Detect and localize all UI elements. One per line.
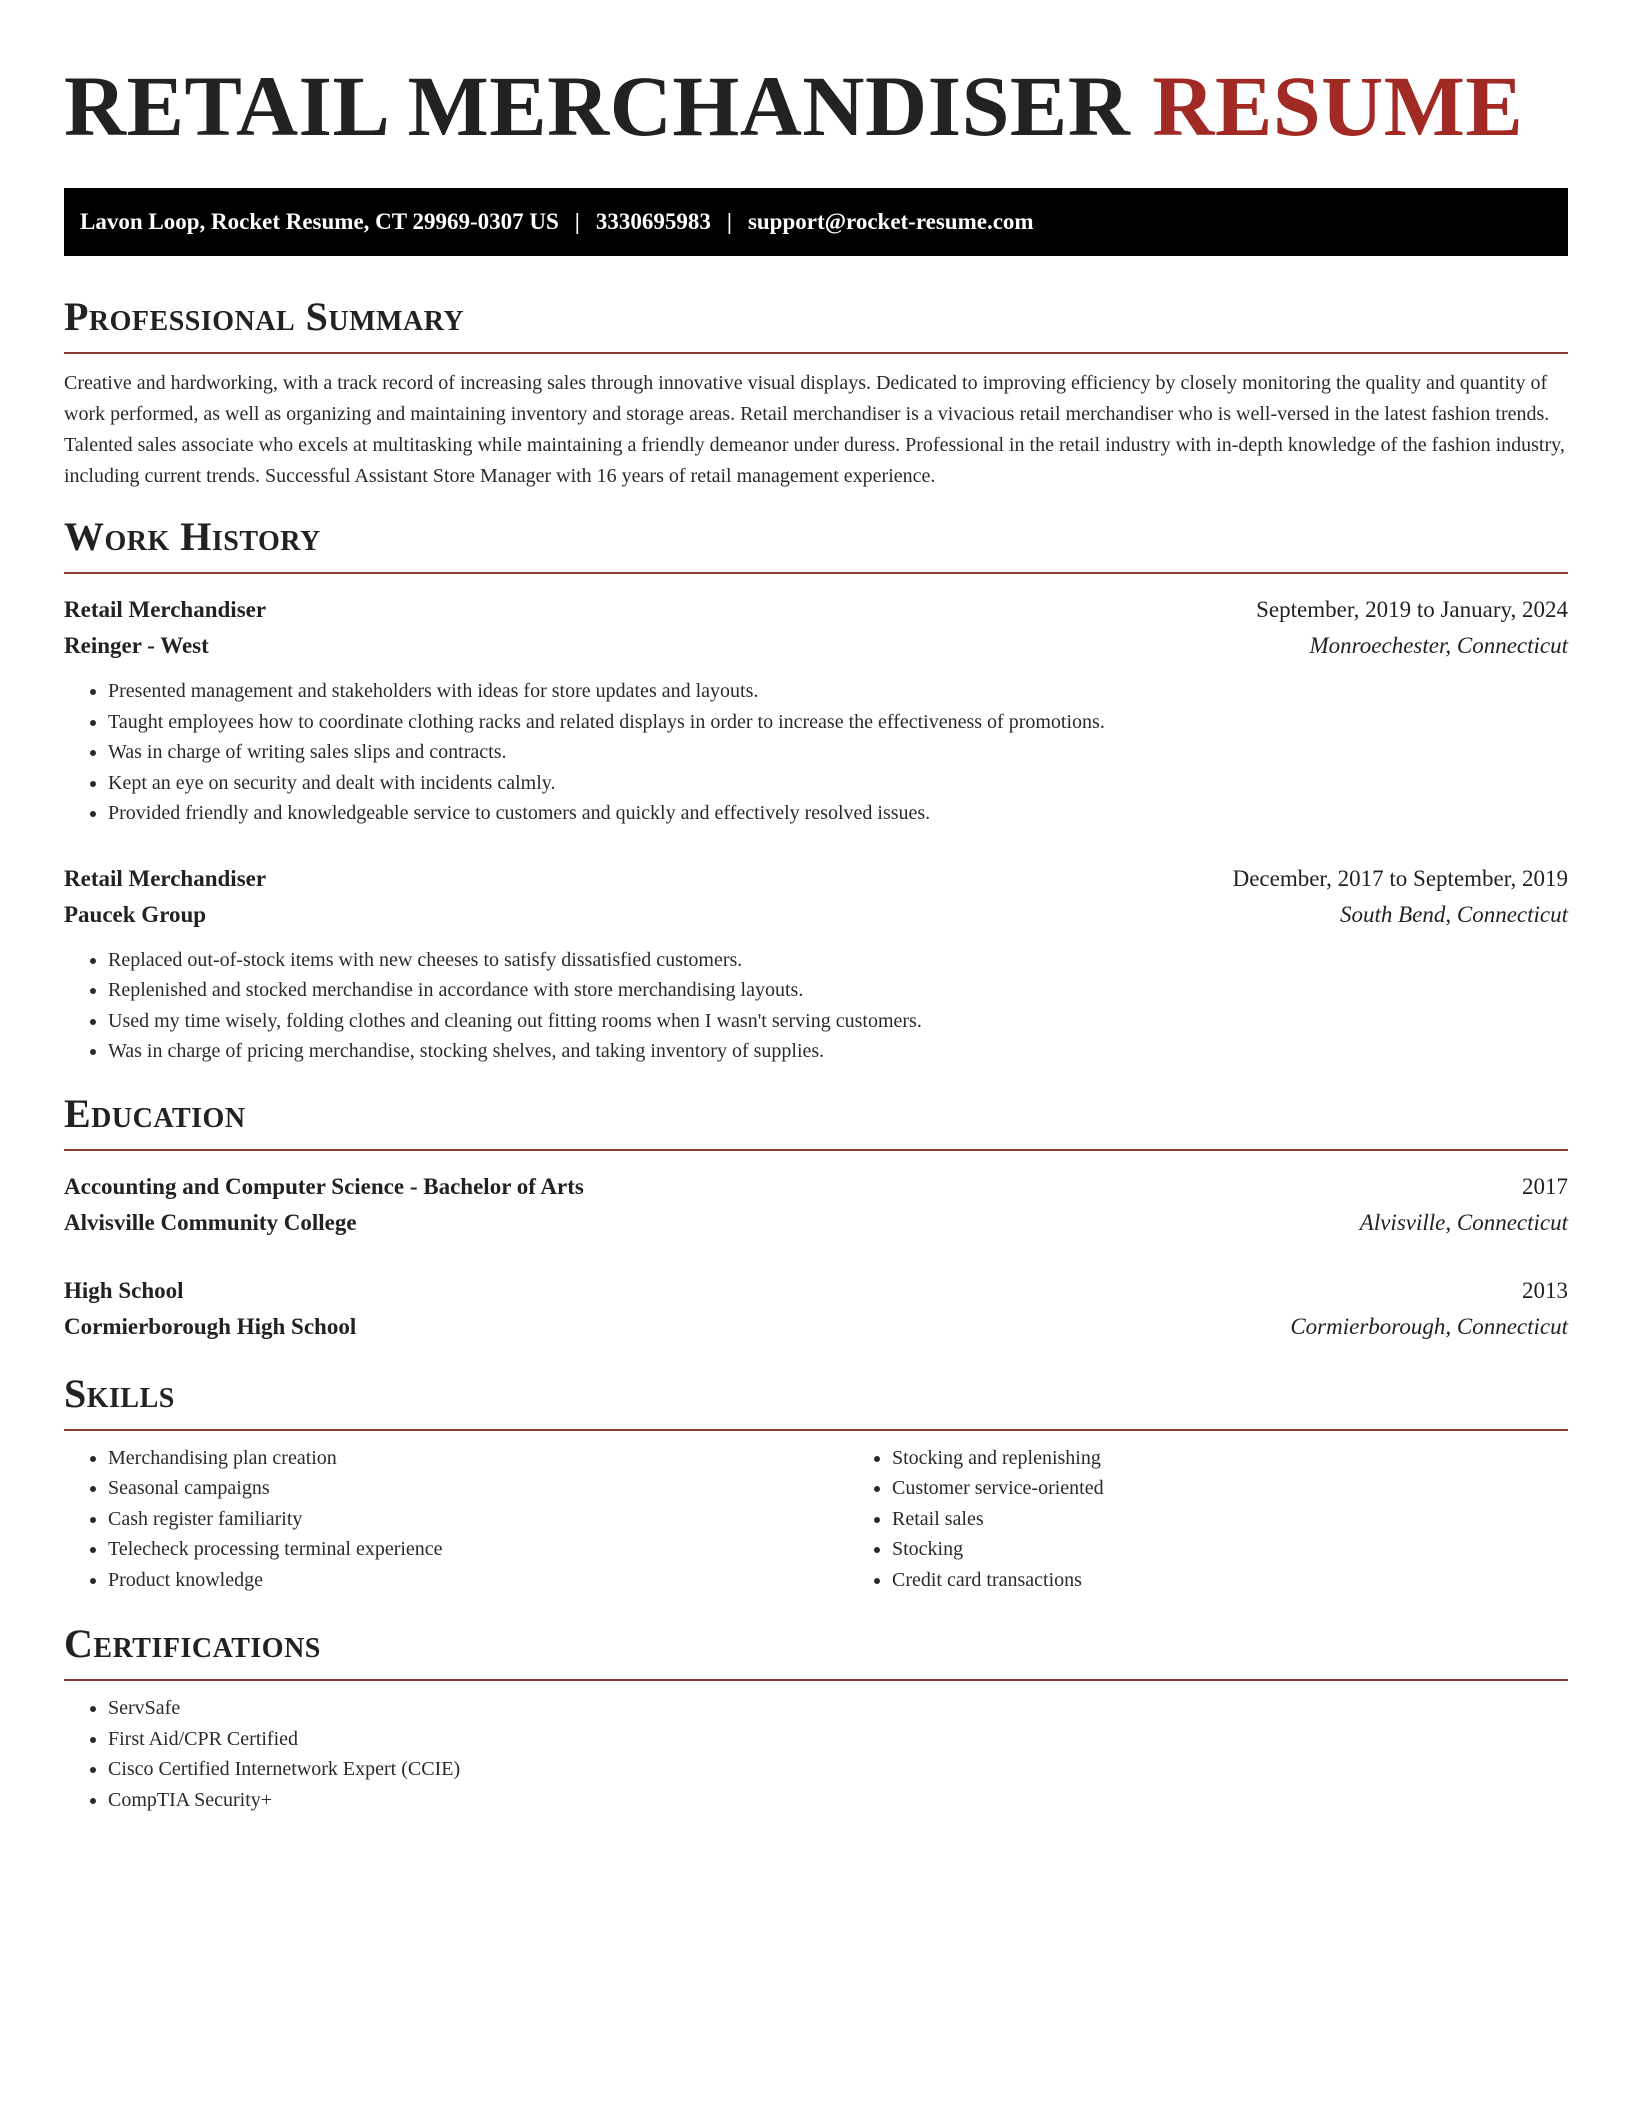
- education-location: Cormierborough, Connecticut: [1290, 1313, 1568, 1339]
- list-item: • Stocking and replenishing: [892, 1443, 1632, 1474]
- contact-email[interactable]: support@rocket-resume.com: [747, 209, 1034, 234]
- education-location: Alvisville, Connecticut: [1359, 1209, 1568, 1235]
- summary-text: Creative and hardworking, with a track record of increasing sales through innovative visual displays. Dedicated to improving efficiency by closely monitoring the quality and quantity of work performed, as well as organizing and maintaining inventory and storage areas. Retail merchandiser is a vivacious retail merchandiser who is well-versed in the latest fashion trends. Talented sales associate who excels at multitasking while maintaining a friendly demeanor under duress. Professional in the retail industry with in-depth knowledge of the fashion industry, including current trends. Successful Assistant Store Manager with 16 years of retail management experience.: [64, 372, 1565, 487]
- contact-separator: |: [726, 209, 732, 234]
- skills-columns: [64, 1431, 1568, 1596]
- list-item: • Seasonal campaigns: [108, 1473, 848, 1504]
- work-history-section: [64, 514, 1568, 1067]
- resume-title: [64, 58, 1568, 154]
- job-title: Retail Merchandiser: [64, 865, 267, 891]
- list-item: • CompTIA Security+: [108, 1785, 1568, 1816]
- education-degree: High School: [64, 1277, 184, 1303]
- education-entry: [64, 1169, 1568, 1241]
- contact-bar: [64, 188, 1568, 256]
- list-item: • Merchandising plan creation: [108, 1443, 848, 1474]
- job-header-row: [64, 861, 1568, 897]
- section-heading-work-history: Work History: [64, 514, 1568, 574]
- list-item: • Credit card transactions: [892, 1565, 1632, 1596]
- list-item: • Kept an eye on security and dealt with incidents calmly.: [108, 768, 1568, 799]
- job-dates: September, 2019 to January, 2024: [1256, 597, 1568, 622]
- job-duties-list: [64, 945, 1568, 1067]
- list-item: • Customer service-oriented: [892, 1473, 1632, 1504]
- list-item: • ServSafe: [108, 1693, 1568, 1724]
- resume-page: [64, 0, 1568, 1815]
- summary-section: [64, 294, 1568, 492]
- section-heading-summary: Professional Summary: [64, 294, 1568, 354]
- education-school: Cormierborough High School: [64, 1313, 357, 1339]
- list-item: • First Aid/CPR Certified: [108, 1724, 1568, 1755]
- education-school: Alvisville Community College: [64, 1209, 357, 1235]
- list-item: • Was in charge of writing sales slips and contracts.: [108, 737, 1568, 768]
- list-item: • Taught employees how to coordinate clothing racks and related displays in order to increase the effectiveness of promotions.: [108, 707, 1568, 738]
- list-item: • Presented management and stakeholders with ideas for store updates and layouts.: [108, 676, 1568, 707]
- education-degree-row: [64, 1273, 1568, 1309]
- education-section: [64, 1091, 1568, 1345]
- education-year: 2017: [1522, 1173, 1568, 1199]
- list-item: • Product knowledge: [108, 1565, 848, 1596]
- title-accent: RESUME: [1152, 58, 1524, 154]
- job-company-row: [64, 897, 1568, 933]
- education-degree: Accounting and Computer Science - Bachelor of Arts: [64, 1173, 584, 1199]
- list-item: • Cash register familiarity: [108, 1504, 848, 1535]
- list-item: • Retail sales: [892, 1504, 1632, 1535]
- skills-list-right: [848, 1443, 1632, 1596]
- section-heading-education: Education: [64, 1091, 1568, 1151]
- contact-address: Lavon Loop, Rocket Resume, CT 29969-0307 US: [80, 209, 559, 234]
- section-heading-certifications: Certifications: [64, 1621, 1568, 1681]
- job-company: Reinger - West: [64, 633, 209, 658]
- education-school-row: [64, 1205, 1568, 1241]
- job-entry: [64, 861, 1568, 1067]
- job-location: Monroechester, Connecticut: [1309, 633, 1568, 658]
- contact-separator: |: [574, 209, 580, 234]
- skills-list-left: [64, 1443, 848, 1596]
- skills-section: [64, 1371, 1568, 1596]
- title-main: RETAIL MERCHANDISER: [64, 58, 1131, 154]
- list-item: • Was in charge of pricing merchandise, stocking shelves, and taking inventory of supplies.: [108, 1036, 1568, 1067]
- list-item: • Replaced out-of-stock items with new cheeses to satisfy dissatisfied customers.: [108, 945, 1568, 976]
- education-degree-row: [64, 1169, 1568, 1205]
- job-title: Retail Merchandiser: [64, 597, 267, 622]
- job-company-row: [64, 628, 1568, 664]
- list-item: • Provided friendly and knowledgeable service to customers and quickly and effectively resolved issues.: [108, 798, 1568, 829]
- education-year: 2013: [1522, 1277, 1568, 1303]
- section-heading-skills: Skills: [64, 1371, 1568, 1431]
- education-entry: [64, 1273, 1568, 1345]
- job-header-row: [64, 592, 1568, 628]
- list-item: • Stocking: [892, 1534, 1632, 1565]
- job-duties-list: [64, 676, 1568, 829]
- contact-phone[interactable]: 3330695983: [595, 209, 711, 234]
- list-item: • Cisco Certified Internetwork Expert (CCIE): [108, 1754, 1568, 1785]
- job-dates: December, 2017 to September, 2019: [1232, 865, 1568, 891]
- education-school-row: [64, 1309, 1568, 1345]
- certifications-section: [64, 1621, 1568, 1815]
- job-entry: [64, 592, 1568, 829]
- list-item: • Used my time wisely, folding clothes and cleaning out fitting rooms when I wasn't serving customers.: [108, 1006, 1568, 1037]
- job-company: Paucek Group: [64, 901, 207, 927]
- list-item: • Replenished and stocked merchandise in accordance with store merchandising layouts.: [108, 975, 1568, 1006]
- certifications-list: [64, 1693, 1568, 1815]
- job-location: South Bend, Connecticut: [1339, 901, 1568, 927]
- list-item: • Telecheck processing terminal experience: [108, 1534, 848, 1565]
